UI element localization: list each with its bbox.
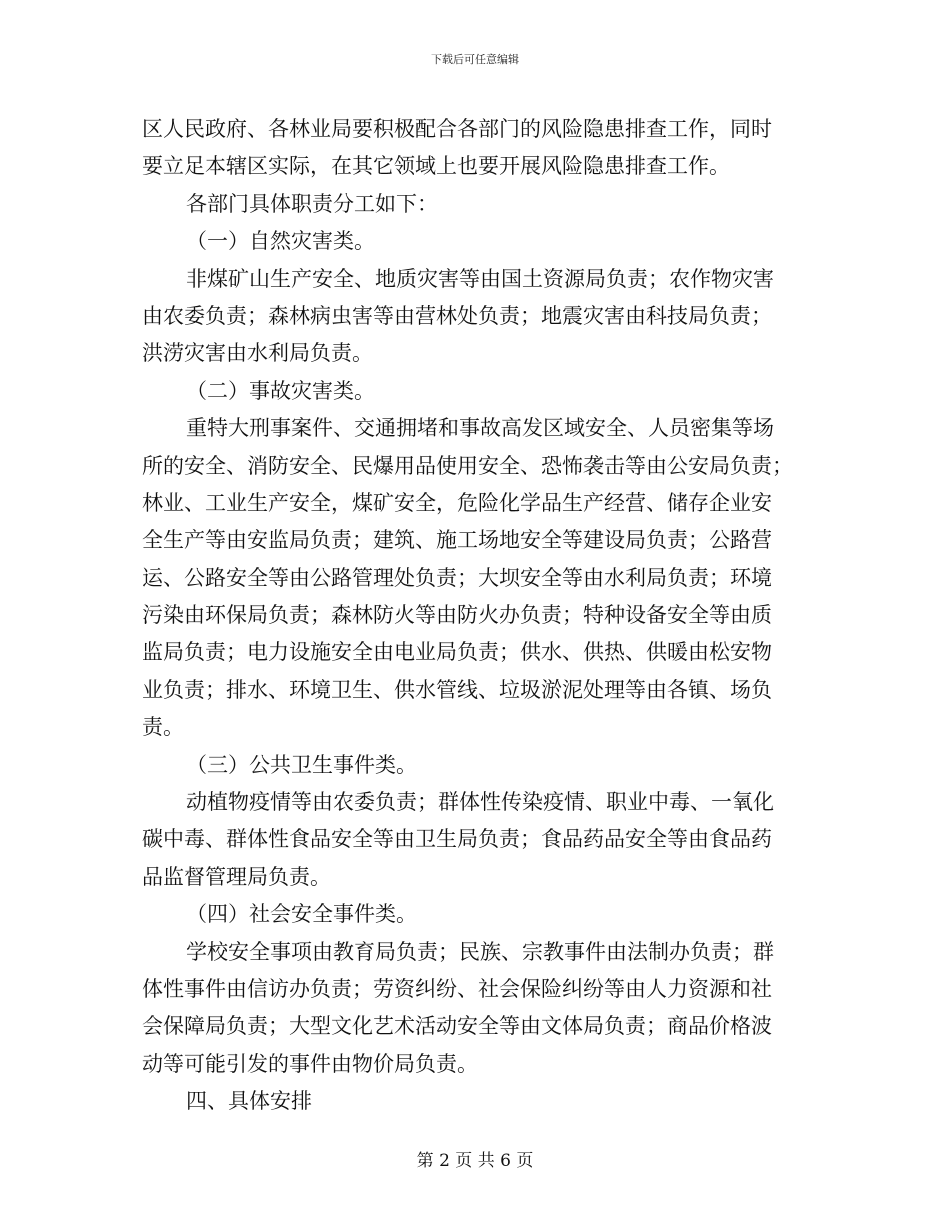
- document-body: [142, 111, 796, 1121]
- section-heading: （一）自然灾害类。: [186, 229, 375, 254]
- body-line: 碳中毒、群体性食品安全等由卫生局负责；食品药品安全等由食品药: [142, 827, 772, 852]
- section-heading: （四）社会安全事件类。: [186, 902, 417, 927]
- body-line: 动等可能引发的事件由物价局负责。: [142, 1051, 478, 1076]
- section-heading: （三）公共卫生事件类。: [186, 752, 417, 777]
- body-line: 重特大刑事案件、交通拥堵和事故高发区域安全、人员密集等场: [186, 416, 774, 441]
- body-line: 体性事件由信访办负责；劳资纠纷、社会保险纠纷等由人力资源和社: [142, 976, 772, 1001]
- body-line: 洪涝灾害由水利局负责。: [142, 341, 373, 366]
- page-footer-number: 第 2 页 共 6 页: [416, 1151, 534, 1171]
- body-line: 要立足本辖区实际，在其它领域上也要开展风险隐患排查工作。: [142, 154, 730, 179]
- body-line: 业负责；排水、环境卫生、供水管线、垃圾淤泥处理等由各镇、场负: [142, 677, 772, 702]
- body-line: 各部门具体职责分工如下：: [186, 191, 438, 216]
- section-heading: 四、具体安排: [186, 1089, 312, 1114]
- body-line: 动植物疫情等由农委负责；群体性传染疫情、职业中毒、一氧化: [186, 790, 774, 815]
- body-line: 林业、工业生产安全，煤矿安全，危险化学品生产经营、储存企业安: [142, 490, 772, 515]
- page-header-note: 下载后可任意编辑: [431, 53, 519, 66]
- body-line: 运、公路安全等由公路管理处负责；大坝安全等由水利局负责；环境: [142, 565, 772, 590]
- section-heading: （二）事故灾害类。: [186, 378, 375, 403]
- body-line: 污染由环保局负责；森林防火等由防火办负责；特种设备安全等由质: [142, 603, 772, 628]
- body-line: 区人民政府、各林业局要积极配合各部门的风险隐患排查工作，同时: [142, 117, 772, 141]
- body-line: 全生产等由安监局负责；建筑、施工场地安全等建设局负责；公路营: [142, 528, 772, 553]
- body-line: 由农委负责；森林病虫害等由营林处负责；地震灾害由科技局负责；: [142, 303, 772, 328]
- body-line: 责。: [142, 715, 184, 740]
- body-line: 监局负责；电力设施安全由电业局负责；供水、供热、供暖由松安物: [142, 640, 772, 665]
- body-line: 会保障局负责；大型文化艺术活动安全等由文体局负责；商品价格波: [142, 1014, 772, 1039]
- body-line: 学校安全事项由教育局负责；民族、宗教事件由法制办负责；群: [186, 939, 774, 964]
- body-line: 品监督管理局负责。: [142, 864, 331, 889]
- body-line: 非煤矿山生产安全、地质灾害等由国土资源局负责；农作物灾害: [186, 266, 774, 291]
- body-line: 所的安全、消防安全、民爆用品使用安全、恐怖袭击等由公安局负责；: [142, 453, 793, 478]
